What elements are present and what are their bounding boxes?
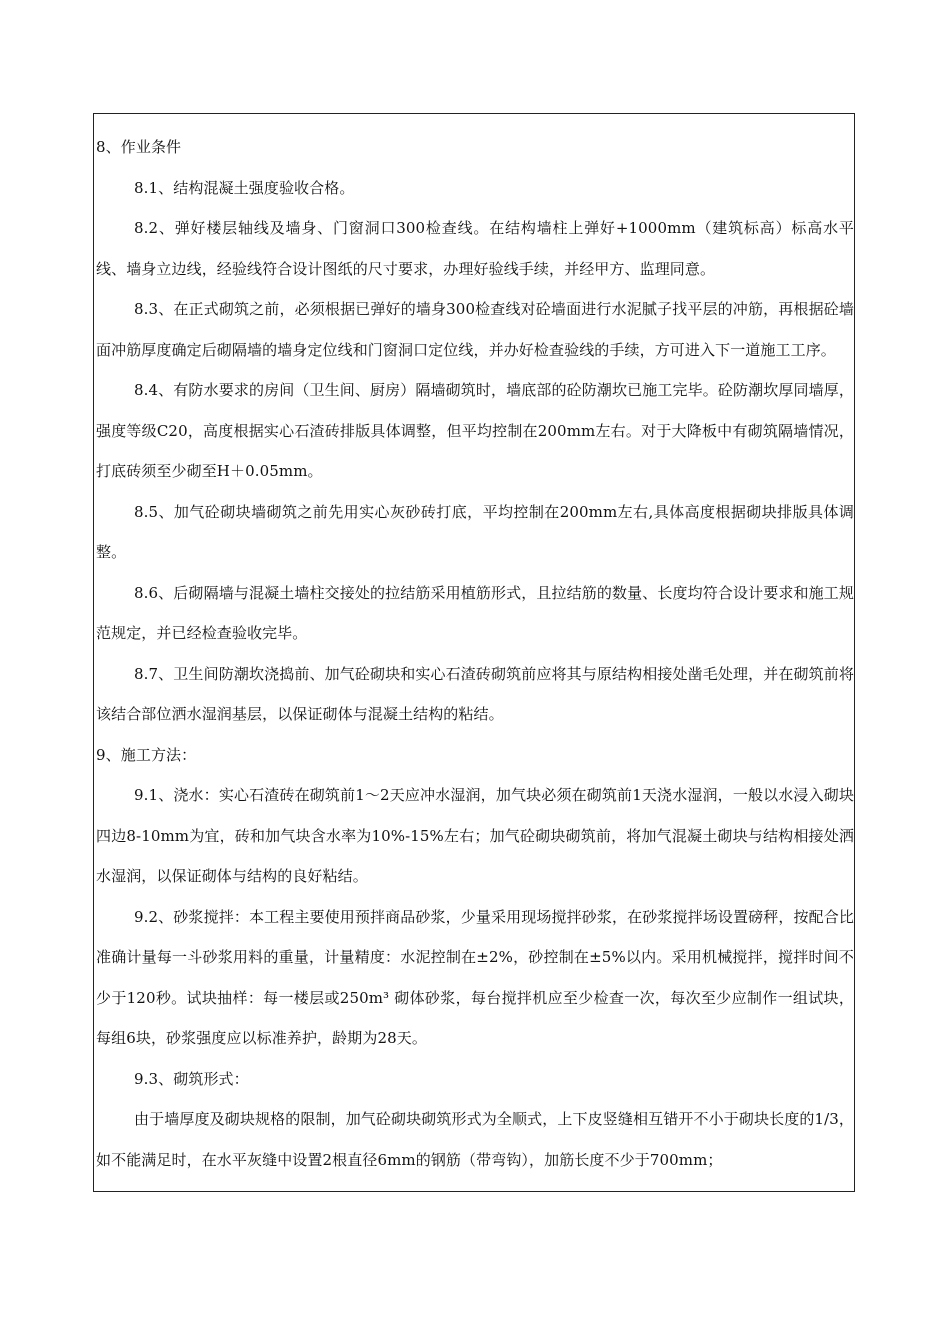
- paragraph-8-4: 8.4、有防水要求的房间（卫生间、厨房）隔墙砌筑时，墙底部的砼防潮坎已施工完毕。砼防潮坎厚同墙厚，强度等级C20，高度根据实心石渣砖排版具体调整，但平均控制在200mm左右。对于大降板中有砌筑隔墙情况，打底砖须至少砌至H＋0.05mm。: [96, 381, 854, 480]
- section-heading-8: 8、作业条件: [96, 138, 182, 156]
- paragraph-8-3: 8.3、在正式砌筑之前，必须根据已弹好的墙身300检查线对砼墙面进行水泥腻子找平层的冲筋，再根据砼墙面冲筋厚度确定后砌隔墙的墙身定位线和门窗洞口定位线，并办好检查验线的手续，方可进入下一道施工工序。: [96, 300, 854, 359]
- paragraph-8-7: 8.7、卫生间防潮坎浇捣前、加气砼砌块和实心石渣砖砌筑前应将其与原结构相接处凿毛处理，并在砌筑前将该结合部位洒水湿润基层，以保证砌体与混凝土结构的粘结。: [96, 664, 854, 723]
- paragraph-9-1: 9.1、浇水：实心石渣砖在砌筑前1～2天应冲水湿润，加气块必须在砌筑前1天浇水湿润，一般以水浸入砌块四边8-10mm为宜，砖和加气块含水率为10%-15%左右；加气砼砌块砌筑前，将加气混凝土砌块与结构相接处洒水湿润，以保证砌体与结构的良好粘结。: [96, 786, 854, 885]
- paragraph-8-1: 8.1、结构混凝土强度验收合格。: [134, 178, 355, 197]
- paragraph-8-6: 8.6、后砌隔墙与混凝土墙柱交接处的拉结筋采用植筋形式，且拉结筋的数量、长度均符合设计要求和施工规范规定，并已经检查验收完毕。: [96, 583, 854, 642]
- section-heading-9: 9、施工方法：: [96, 745, 197, 764]
- document-body: [94, 114, 854, 1180]
- document-page-frame: [93, 113, 855, 1192]
- paragraph-9-2: 9.2、砂浆搅拌：本工程主要使用预拌商品砂浆，少量采用现场搅拌砂浆，在砂浆搅拌场设置磅秤，按配合比准确计量每一斗砂浆用料的重量，计量精度：水泥控制在±2%，砂控制在±5%以内。采用机械搅拌，搅拌时间不少于120秒。试块抽样：每一楼层或250m³ 砌体砂浆，每台搅拌机应至少检查一次，每次至少应制作一组试块，每组6块，砂浆强度应以标准养护，龄期为28天。: [96, 907, 854, 1047]
- paragraph-8-5: 8.5、加气砼砌块墙砌筑之前先用实心灰砂砖打底，平均控制在200mm左右,具体高度根据砌块排版具体调整。: [96, 502, 854, 561]
- paragraph-9-3: 9.3、砌筑形式：: [134, 1069, 249, 1088]
- paragraph-9-3-body: 由于墙厚度及砌块规格的限制，加气砼砌块砌筑形式为全顺式，上下皮竖缝相互错开不小于砌块长度的1/3，如不能满足时，在水平灰缝中设置2根直径6mm的钢筋（带弯钩），加筋长度不少于700mm；: [96, 1110, 854, 1169]
- paragraph-8-2: 8.2、弹好楼层轴线及墙身、门窗洞口300检查线。在结构墙柱上弹好+1000mm（建筑标高）标高水平线、墙身立边线，经验线符合设计图纸的尺寸要求，办理好验线手续，并经甲方、监理同意。: [96, 219, 854, 278]
